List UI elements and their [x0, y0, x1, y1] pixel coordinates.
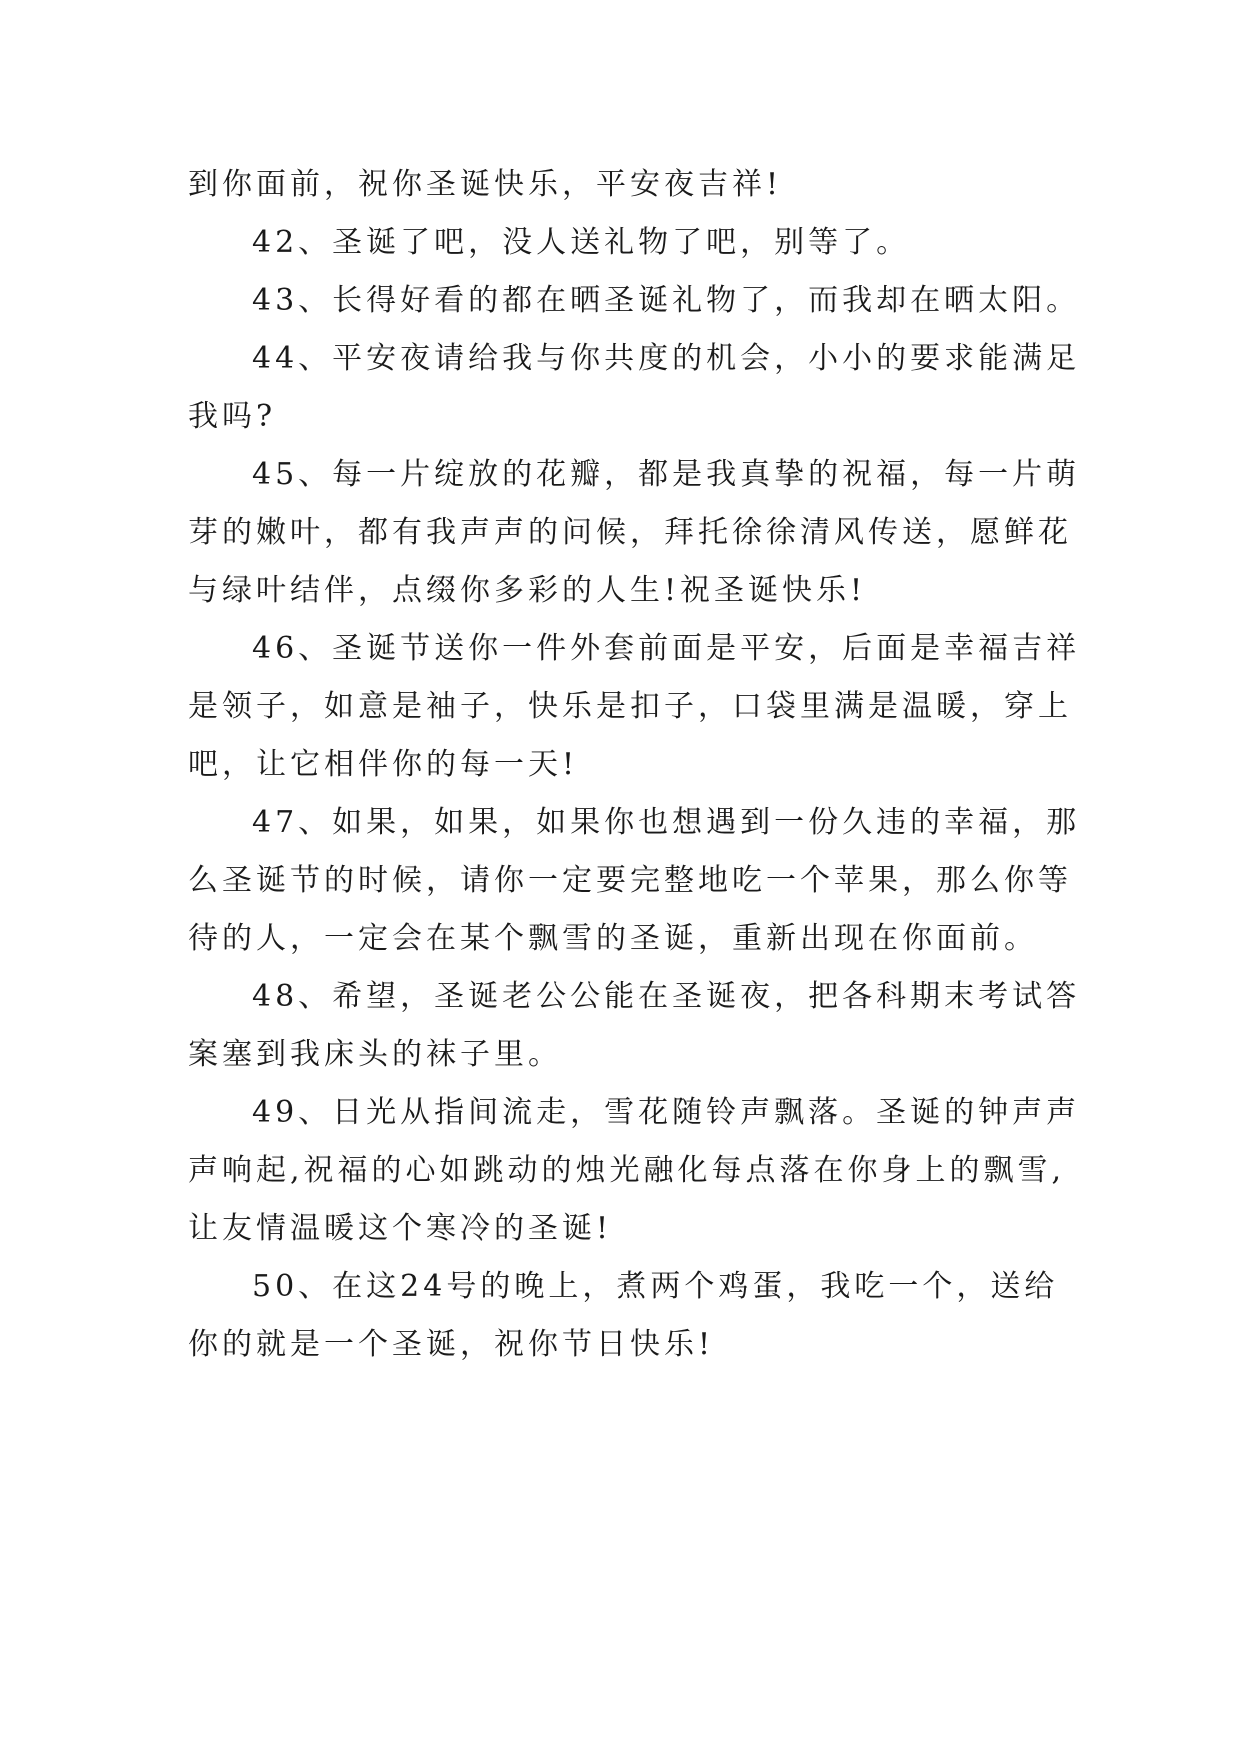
text-line: 44、平安夜请给我与你共度的机会，小小的要求能满足 — [252, 341, 1081, 376]
text-line: 49、日光从指间流走，雪花随铃声飘落。圣诞的钟声声 — [252, 1095, 1081, 1130]
text-line: 到你面前，祝你圣诞快乐，平安夜吉祥! — [188, 167, 783, 202]
text-line: 45、每一片绽放的花瓣，都是我真挚的祝福，每一片萌 — [252, 457, 1081, 492]
text-line: 我吗? — [188, 399, 277, 434]
text-line: 案塞到我床头的袜子里。 — [188, 1037, 562, 1072]
text-line: 42、圣诞了吧，没人送礼物了吧，别等了。 — [252, 225, 911, 260]
text-line: 46、圣诞节送你一件外套前面是平安，后面是幸福吉祥 — [252, 631, 1081, 666]
text-line: 芽的嫩叶，都有我声声的问候，拜托徐徐清风传送，愿鲜花 — [188, 515, 1072, 550]
text-line: 43、长得好看的都在晒圣诞礼物了，而我却在晒太阳。 — [252, 283, 1081, 318]
text-line: 让友情温暖这个寒冷的圣诞! — [188, 1211, 613, 1246]
text-line: 声响起,祝福的心如跳动的烛光融化每点落在你身上的飘雪, — [188, 1153, 1066, 1188]
text-line: 吧，让它相伴你的每一天! — [188, 747, 579, 782]
text-line: 么圣诞节的时候，请你一定要完整地吃一个苹果，那么你等 — [188, 863, 1072, 898]
text-line: 47、如果，如果，如果你也想遇到一份久违的幸福，那 — [252, 805, 1081, 840]
text-line: 待的人，一定会在某个飘雪的圣诞，重新出现在你面前。 — [188, 921, 1038, 956]
text-line: 50、在这24号的晚上，煮两个鸡蛋，我吃一个，送给 — [252, 1269, 1059, 1304]
text-line: 你的就是一个圣诞，祝你节日快乐! — [188, 1327, 715, 1362]
text-line: 是领子，如意是袖子，快乐是扣子，口袋里满是温暖，穿上 — [188, 689, 1072, 724]
text-line: 与绿叶结伴，点缀你多彩的人生!祝圣诞快乐! — [188, 573, 867, 608]
text-line: 48、希望，圣诞老公公能在圣诞夜，把各科期末考试答 — [252, 979, 1081, 1014]
